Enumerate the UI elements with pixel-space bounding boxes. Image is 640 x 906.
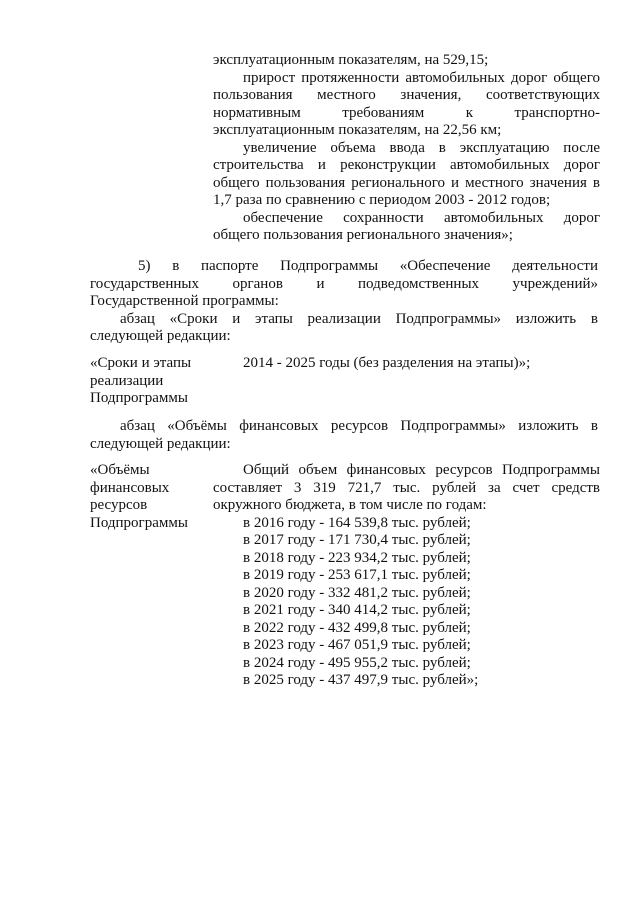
text-line: 5) в паспорте Подпрограммы «Обеспечение деятельности: [138, 258, 598, 274]
top-text-block: [213, 52, 600, 245]
text-line: Государственной программы:: [90, 293, 279, 309]
text-line: составляет 3 319 721,7 тыс. рублей за счет средств: [213, 479, 600, 496]
terms-label-line: Подпрограммы: [90, 390, 188, 406]
text-line: окружного бюджета, в том числе по годам:: [213, 497, 487, 513]
text-line: эксплуатационным показателям, на 529,15;: [213, 52, 489, 68]
year-line: в 2021 году - 340 414,2 тыс. рублей;: [243, 602, 471, 618]
terms-label-line: «Сроки и этапы: [90, 355, 192, 371]
text-line: абзац «Объёмы финансовых ресурсов Подпрограммы» изложить в: [120, 418, 598, 434]
year-line: в 2023 году - 467 051,9 тыс. рублей;: [243, 637, 471, 653]
year-line: в 2018 году - 223 934,2 тыс. рублей;: [243, 549, 471, 566]
text-line: обеспечение сохранности автомобильных дорог: [243, 209, 600, 226]
volume-paragraph: [90, 418, 598, 453]
text-line: эксплуатационным показателям, на 22,56 км;: [213, 122, 502, 138]
text-line: общего пользования регионального и местного значения в: [213, 174, 600, 191]
volume-label-line: Подпрограммы: [90, 514, 188, 531]
text-line: строительства и реконструкции автомобильных дорог: [213, 157, 600, 173]
text-line: общего пользования регионального значения»;: [213, 227, 513, 243]
year-line: в 2016 году - 164 539,8 тыс. рублей;: [243, 514, 471, 531]
text-line: следующей редакции:: [90, 435, 231, 452]
text-line: следующей редакции:: [90, 328, 231, 344]
year-line: в 2022 году - 432 499,8 тыс. рублей;: [243, 619, 471, 636]
volume-label-line: финансовых: [90, 479, 170, 496]
year-line: в 2020 году - 332 481,2 тыс. рублей;: [243, 584, 471, 601]
volume-label: [90, 462, 210, 532]
terms-label: [90, 355, 230, 408]
year-line: в 2017 году - 171 730,4 тыс. рублей;: [243, 532, 471, 548]
item-5-paragraph: [90, 258, 598, 346]
terms-value-text: 2014 - 2025 годы (без разделения на этапы)»;: [243, 355, 531, 371]
year-line: в 2024 году - 495 955,2 тыс. рублей;: [243, 654, 471, 671]
text-line: 1,7 раза по сравнению с периодом 2003 - 2012 годов;: [213, 192, 551, 208]
year-line: в 2019 году - 253 617,1 тыс. рублей;: [243, 567, 471, 583]
year-line: в 2025 году - 437 497,9 тыс. рублей»;: [243, 672, 479, 688]
text-line: Общий объем финансовых ресурсов Подпрограммы: [243, 462, 600, 478]
volume-label-line: ресурсов: [90, 497, 148, 513]
text-line: увеличение объема ввода в эксплуатацию после: [243, 139, 600, 156]
text-line: нормативным требованиям к транспортно-: [213, 104, 600, 121]
text-line: государственных органов и подведомственных учреждений»: [90, 275, 598, 292]
text-line: прирост протяженности автомобильных дорог общего: [243, 69, 600, 86]
text-line: абзац «Сроки и этапы реализации Подпрограммы» изложить в: [120, 310, 598, 327]
terms-value: [243, 355, 530, 373]
volume-value: [213, 462, 600, 690]
terms-label-line: реализации: [90, 372, 164, 389]
text-line: пользования местного значения, соответствующих: [213, 87, 600, 103]
volume-label-line: «Объёмы: [90, 462, 150, 478]
